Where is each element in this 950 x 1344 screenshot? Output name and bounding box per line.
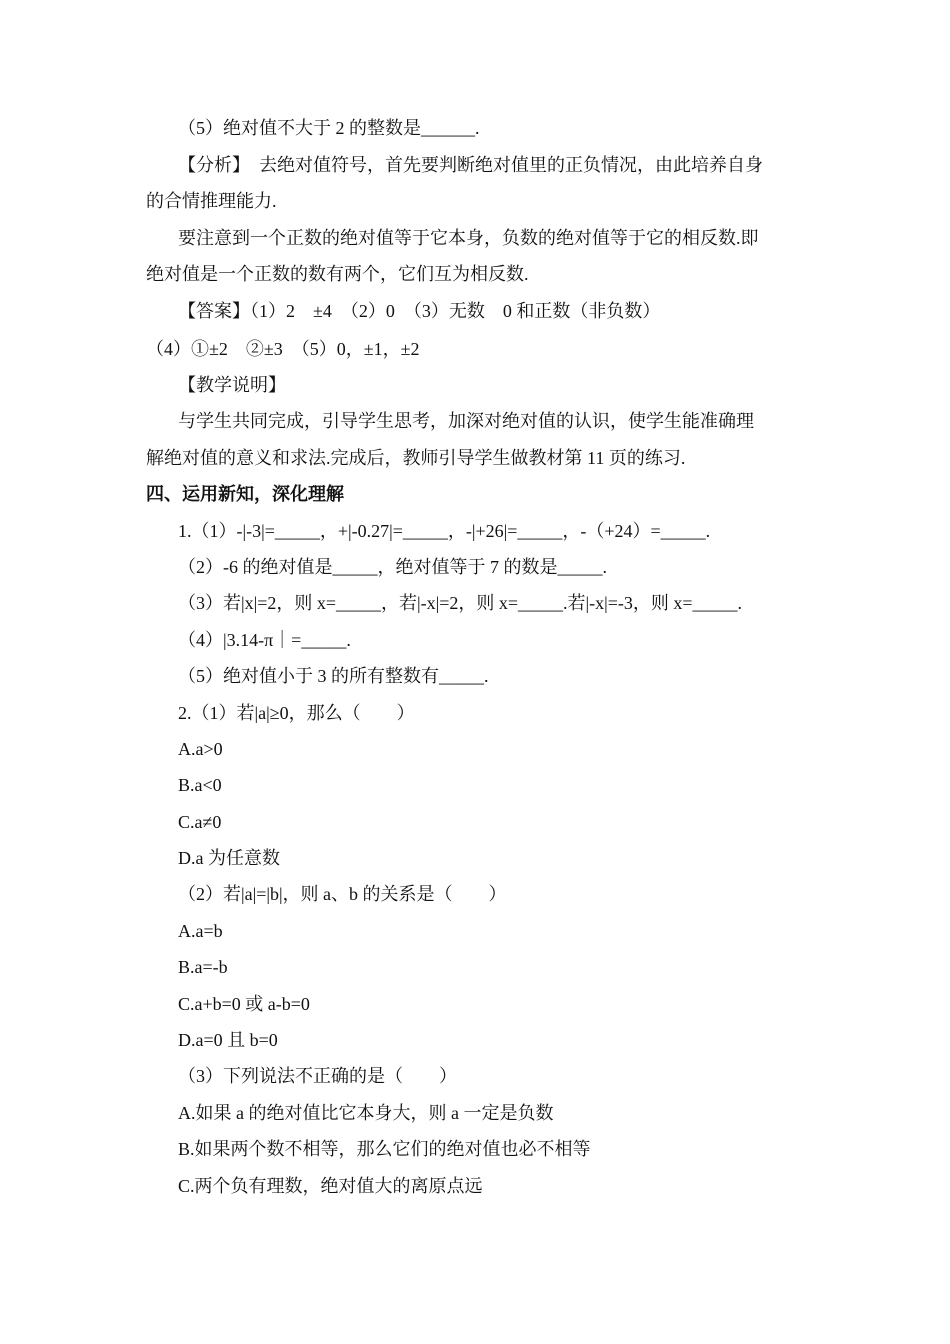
text-line: 要注意到一个正数的绝对值等于它本身，负数的绝对值等于它的相反数.即: [178, 228, 759, 248]
text-line: （4）①±2 ②±3 （5）0，±1，±2: [146, 339, 420, 359]
text-line: （5）绝对值不大于 2 的整数是______.: [178, 118, 480, 138]
text-line: 解绝对值的意义和求法.完成后，教师引导学生做教材第 11 页的练习.: [146, 448, 686, 468]
option-line: A.如果 a 的绝对值比它本身大，则 a 一定是负数: [178, 1103, 554, 1123]
option-line: C.两个负有理数，绝对值大的离原点远: [178, 1176, 483, 1196]
option-line: C.a≠0: [178, 812, 222, 832]
option-line: A.a>0: [178, 739, 223, 759]
question-line: 2.（1）若|a|≥0，那么（ ）: [178, 703, 415, 723]
exercise-line: （3）若|x|=2，则 x=_____，若|-x|=2，则 x=_____.若|-x|=-3，则 x=_____.: [178, 593, 743, 613]
option-line: B.如果两个数不相等，那么它们的绝对值也必不相等: [178, 1139, 591, 1159]
analysis-line: 【分析】 去绝对值符号，首先要判断绝对值里的正负情况，由此培养自身: [178, 155, 763, 175]
text-line: 与学生共同完成，引导学生思考，加深对绝对值的认识，使学生能准确理: [178, 411, 754, 431]
exercise-line: （2）-6 的绝对值是_____，绝对值等于 7 的数是_____.: [178, 557, 607, 577]
option-line: B.a=-b: [178, 957, 228, 977]
text-line: 的合情推理能力.: [146, 191, 277, 211]
exercise-line: （5）绝对值小于 3 的所有整数有_____.: [178, 666, 489, 686]
question-line: （3）下列说法不正确的是（ ）: [178, 1066, 457, 1086]
section-heading: 四、运用新知，深化理解: [146, 484, 344, 504]
question-line: （2）若|a|=|b|，则 a、b 的关系是（ ）: [178, 884, 507, 904]
answer-line: 【答案】（1）2 ±4 （2）0 （3）无数 0 和正数（非负数）: [178, 301, 661, 321]
exercise-line: 1.（1）-|-3|=_____，+|-0.27|=_____，-|+26|=_____，-（+24）=_____.: [178, 521, 711, 541]
exercise-line: （4）|3.14-π｜=_____.: [178, 630, 351, 650]
text-line: 绝对值是一个正数的数有两个，它们互为相反数.: [146, 264, 529, 284]
option-line: D.a 为任意数: [178, 848, 280, 868]
option-line: D.a=0 且 b=0: [178, 1030, 278, 1050]
option-line: A.a=b: [178, 921, 223, 941]
option-line: C.a+b=0 或 a-b=0: [178, 994, 310, 1014]
option-line: B.a<0: [178, 775, 222, 795]
teaching-note-heading: 【教学说明】: [178, 375, 286, 395]
